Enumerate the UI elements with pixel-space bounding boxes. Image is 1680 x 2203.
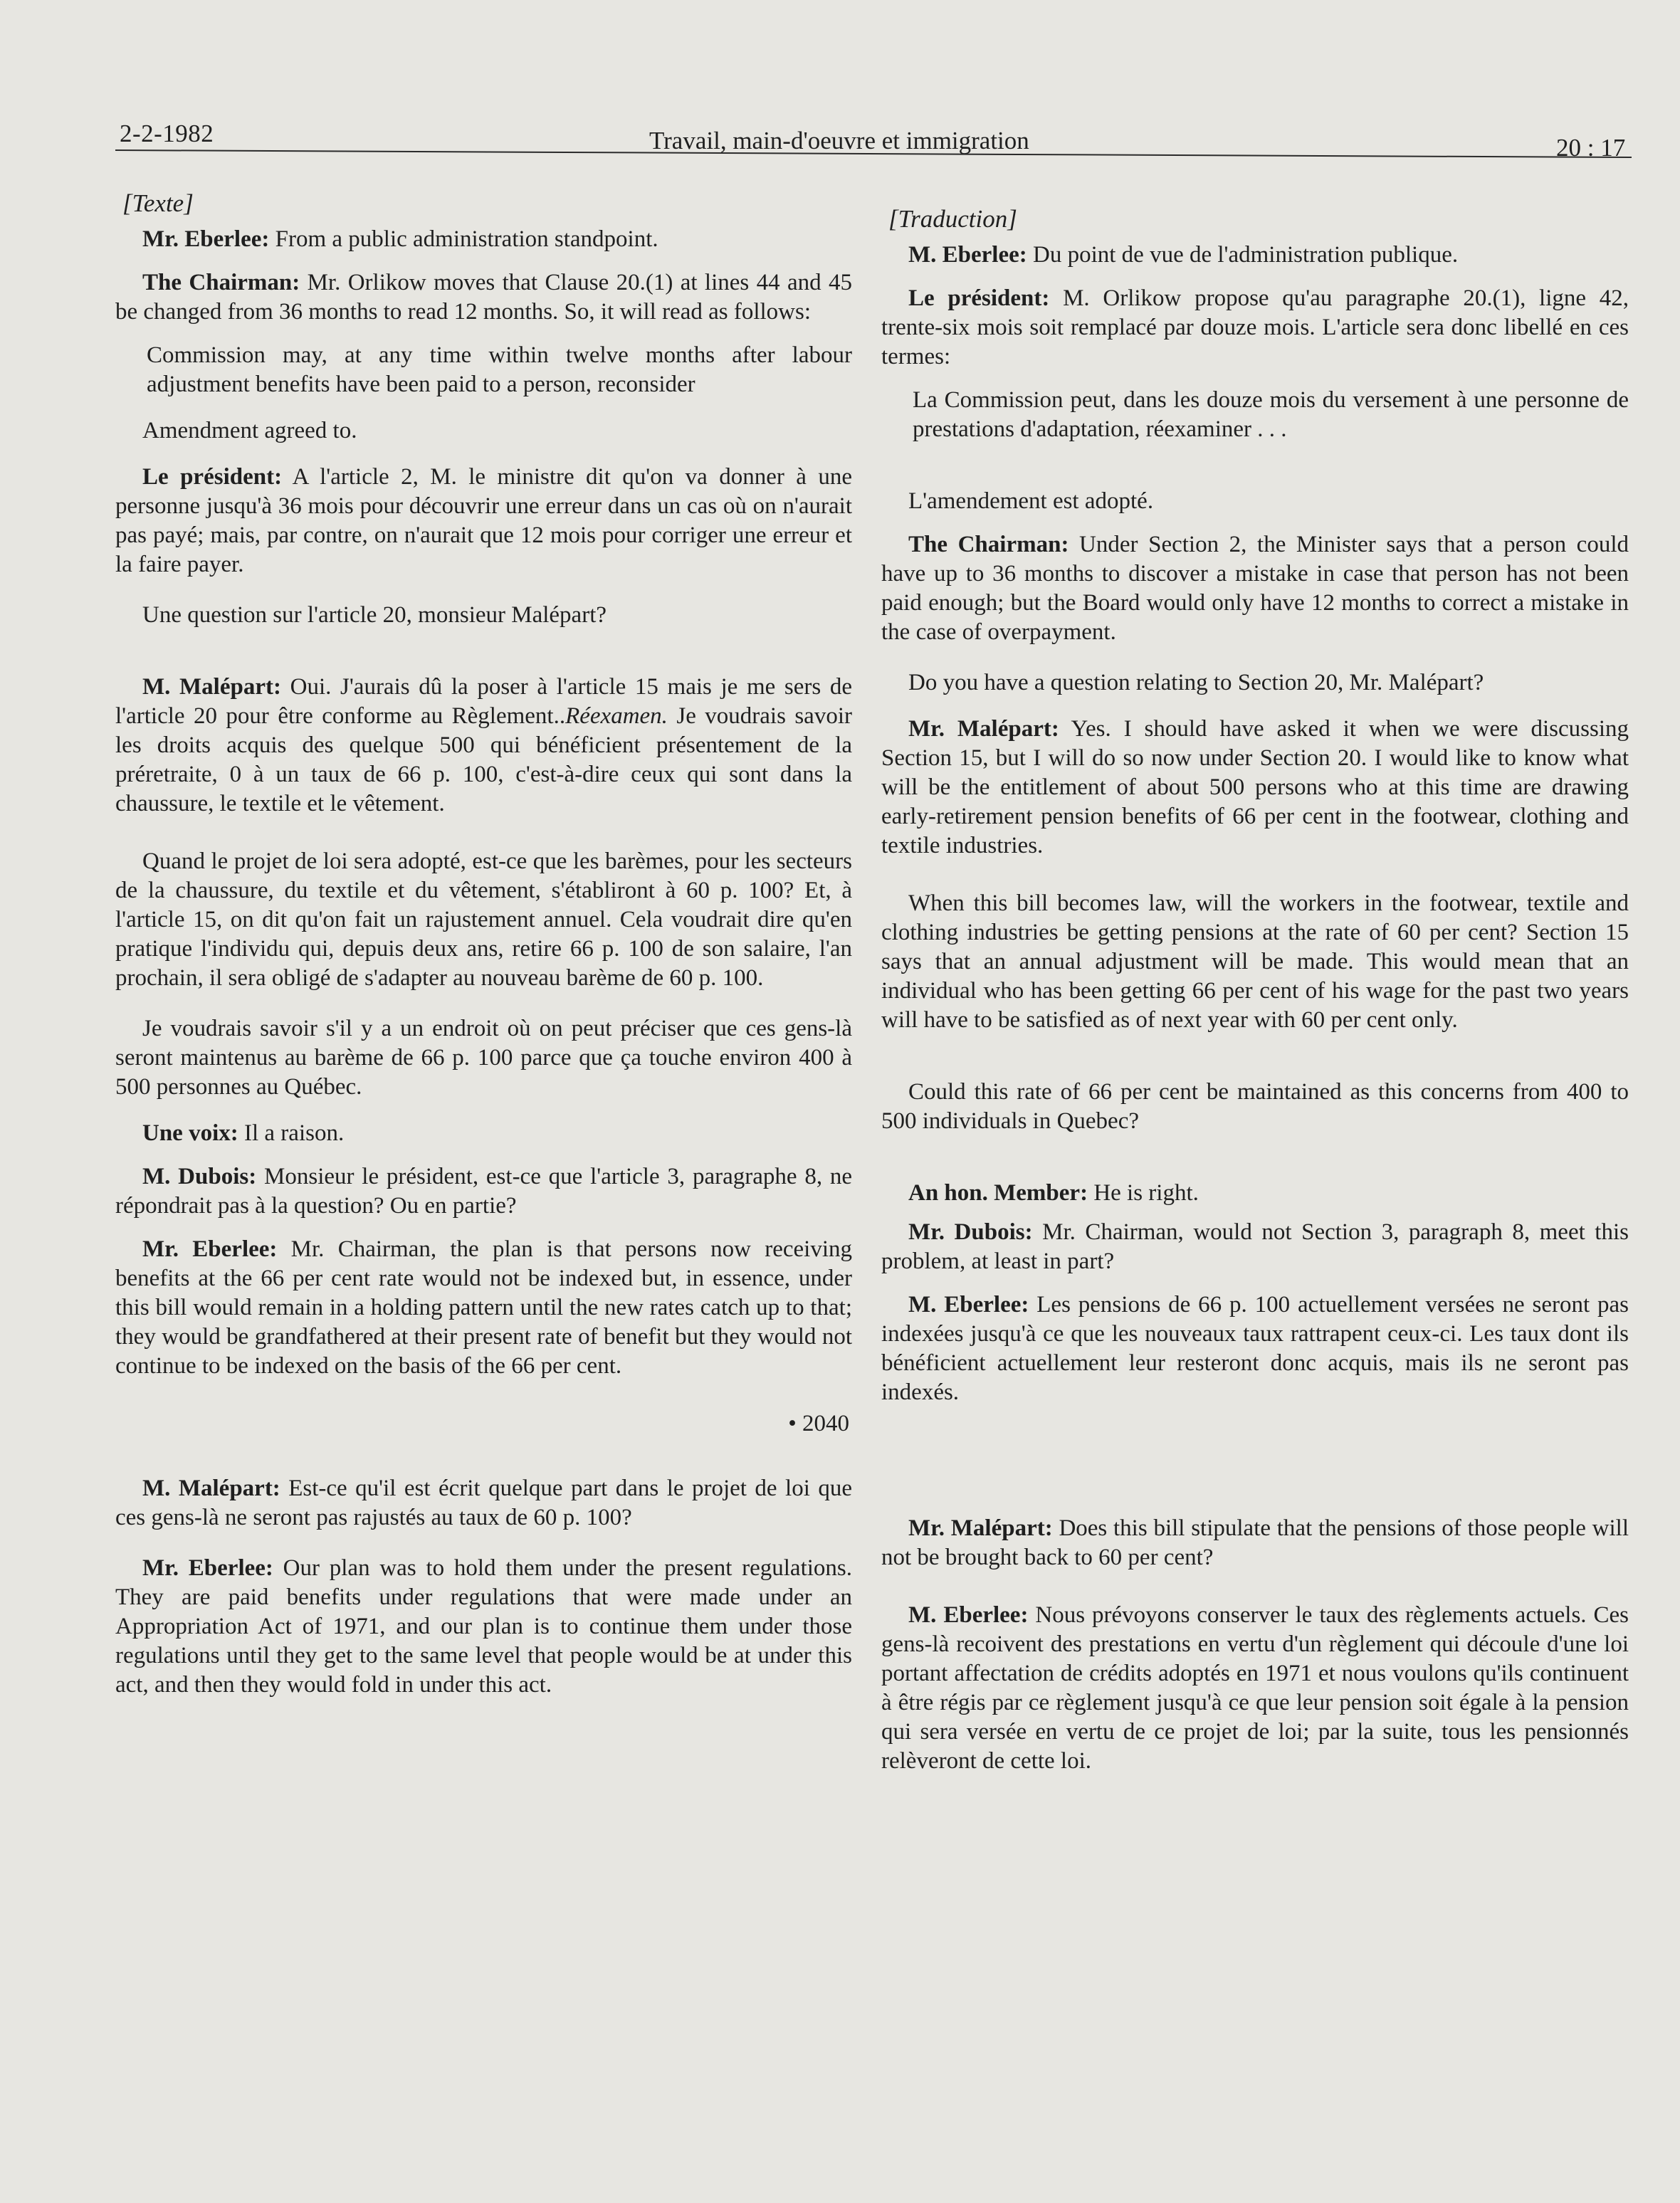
left-column: [115, 189, 852, 1700]
paragraph: [881, 1179, 1629, 1208]
speech-text: Our plan was to hold them under the present regulations. They are paid benefits under regulations that were made under an Appropriation Act of 1971, and our plan is to continue them under those regulations until they get to the same level that people would be at under this act, and then they would fold in under this act.: [115, 1555, 853, 1698]
paragraph: [881, 284, 1629, 372]
speaker-name: M. Malépart:: [142, 1476, 280, 1501]
paragraph: [115, 268, 852, 327]
quoted-text: La Commission peut, dans les douze mois du versement à une personne de prestations d'adaptation, réexaminer . . .: [913, 387, 1629, 442]
speech-text: Est-ce qu'il est écrit quelque part dans le projet de loi que ces gens-là ne seront pas rajustés au taux de 60 p. 100?: [115, 1476, 852, 1530]
paragraph: [881, 1218, 1629, 1276]
speech-text: A l'article 2, M. le ministre dit qu'on va donner à une personne jusqu'à 36 mois pour découvrir une erreur dans un cas où on n'aurait pas payé; mais, par contre, on n'aurait que 12 mois pour corriger une erreur et la faire payer.: [115, 464, 852, 577]
speaker-name: The Chairman:: [142, 270, 300, 295]
speaker-name: Le président:: [142, 464, 283, 490]
speech-text: M. Orlikow propose qu'au paragraphe 20.(1), ligne 42, trente-six mois soit remplacé par douze mois. L'article sera donc libellé en ces termes:: [881, 285, 1629, 369]
paragraph: [115, 463, 852, 579]
speech-text: Il a raison.: [238, 1120, 345, 1146]
speech-text: Does this bill stipulate that the pensions of those people will not be brought back to 60 per cent?: [881, 1515, 1629, 1570]
paragraph: [115, 1474, 852, 1532]
header-date: 2-2-1982: [120, 120, 214, 147]
speech-text: Mr. Chairman, the plan is that persons now receiving benefits at the 66 per cent rate would not be indexed but, in essence, under this bill would remain in a holding pattern until the new rates catch up to that; they would be grandfathered at their present rate of benefit but they would not continue to be indexed on the basis of the 66 per cent.: [115, 1236, 853, 1379]
speaker-name: Mr. Eberlee:: [142, 226, 270, 252]
speaker-name: Mr. Eberlee:: [142, 1555, 273, 1581]
speaker-name: Mr. Dubois:: [908, 1219, 1033, 1245]
paragraph: [881, 530, 1629, 647]
speaker-name: The Chairman:: [908, 532, 1069, 557]
paragraph: [881, 1514, 1629, 1572]
paragraph: L'amendement est adopté.: [908, 488, 1154, 514]
paragraph: When this bill becomes law, will the workers in the footwear, textile and clothing industries be getting pensions at the rate of 60 per cent? Section 15 says that an annual adjustment will be made. This would mean that an individual who has been getting 66 per cent of his wage for the past two years will have to be satisfied as of next year with 60 per cent only.: [881, 890, 1629, 1033]
paragraph: [115, 225, 852, 254]
paragraph: [881, 1290, 1629, 1407]
speech-text: Monsieur le président, est-ce que l'article 3, paragraphe 8, ne répondrait pas à la question? Ou en partie?: [115, 1164, 853, 1219]
paragraph: [115, 1162, 852, 1221]
speaker-name: M. Dubois:: [142, 1164, 257, 1189]
paragraph: [115, 673, 852, 819]
speech-text: He is right.: [1088, 1180, 1199, 1206]
speech-text: Mr. Orlikow moves that Clause 20.(1) at lines 44 and 45 be changed from 36 months to read 12 months. So, it will read as follows:: [115, 270, 852, 325]
speaker-name: Mr. Malépart:: [908, 716, 1059, 742]
speech-text: Under Section 2, the Minister says that a person could have up to 36 months to discover a mistake in case that person has not been paid enough; but the Board would only have 12 months to correct a mistake in the case of overpayment.: [881, 532, 1629, 645]
speaker-name: M. Eberlee:: [908, 1292, 1029, 1318]
speaker-name: Le président:: [908, 285, 1050, 311]
header-page-number: 20 : 17: [1556, 134, 1626, 162]
paragraph: Amendment agreed to.: [142, 418, 357, 443]
speaker-name: M. Eberlee:: [908, 1602, 1029, 1628]
paragraph: [115, 1235, 852, 1381]
speech-text: Nous prévoyons conserver le taux des règlements actuels. Ces gens-là recoivent des prestations en vertu d'un règlement qui découle d'une loi portant affectation de crédits adoptés en 1971 et nous voulons qu'ils continuent à être régis par ce règlement jusqu'à ce que leur pension soit égale à la pension qui sera versée en vertu de ce projet de loi; par la suite, tous les pensionnés relèveront de cette loi.: [881, 1602, 1629, 1774]
paragraph: [881, 241, 1629, 270]
timestamp: • 2040: [788, 1411, 849, 1436]
speaker-name: Mr. Eberlee:: [142, 1236, 278, 1262]
paragraph: [881, 715, 1629, 861]
paragraph: [881, 1601, 1629, 1776]
paragraph: Do you have a question relating to Section 20, Mr. Malépart?: [908, 670, 1484, 695]
header-title: Travail, main-d'oeuvre et immigration: [649, 127, 1029, 154]
paragraph: Une question sur l'article 20, monsieur Malépart?: [142, 602, 607, 628]
speaker-name: An hon. Member:: [908, 1180, 1088, 1206]
speech-text: Les pensions de 66 p. 100 actuellement versées ne seront pas indexées jusqu'à ce que les nouveaux taux rattrapent ceux-ci. Les taux dont ils bénéficient actuellement leur resteront donc acquis, mais ils ne seront pas indexés.: [881, 1292, 1629, 1405]
right-column: [881, 204, 1629, 1776]
paragraph: Could this rate of 66 per cent be maintained as this concerns from 400 to 500 individuals in Quebec?: [881, 1079, 1629, 1134]
quoted-text: Commission may, at any time within twelve months after labour adjustment benefits have been paid to a person, reconsider: [147, 342, 852, 397]
speaker-name: Mr. Malépart:: [908, 1515, 1053, 1541]
speech-text-italic: Réexamen.: [565, 703, 668, 729]
paragraph: Je voudrais savoir s'il y a un endroit où on peut préciser que ces gens-là seront maintenus au barème de 66 p. 100 parce que ça touche environ 400 à 500 personnes au Québec.: [115, 1016, 852, 1100]
speech-text: From a public administration standpoint.: [269, 226, 658, 252]
section-tag: [Traduction]: [888, 205, 1017, 233]
paragraph: Quand le projet de loi sera adopté, est-ce que les barèmes, pour les secteurs de la chaussure, du textile et du vêtement, s'établiront à 60 p. 100? Et, à l'article 15, on dit qu'on fait un rajustement annuel. Cela voudrait dire qu'en pratique l'individu qui, depuis deux ans, retire 66 p. 100 de son salaire, l'an prochain, il sera obligé de s'adapter au nouveau barème de 60 p. 100.: [115, 848, 852, 991]
speech-text: Du point de vue de l'administration publique.: [1027, 242, 1459, 268]
speech-text: Yes. I should have asked it when we were discussing Section 15, but I will do so now under Section 20. I would like to know what will be the entitlement of about 500 persons who at this time are drawing early-retirement pension benefits of 66 per cent in the footwear, clothing and textile industries.: [881, 716, 1629, 858]
speaker-name: M. Eberlee:: [908, 242, 1027, 268]
speech-text: Je voudrais savoir les droits acquis des quelque 500 qui bénéficient présentement de la préretraite, 0 à un taux de 66 p. 100, c'est-à-dire ceux qui sont dans la chaussure, le textile et le vêtement.: [115, 703, 852, 816]
paragraph: [115, 1554, 852, 1700]
speech-text: Oui. J'aurais dû la poser à l'article 15 mais je me sers de l'article 20 pour être conforme au Règlement..: [115, 674, 853, 729]
paragraph: [115, 1119, 852, 1148]
speaker-name: M. Malépart:: [142, 674, 281, 700]
speech-text: Mr. Chairman, would not Section 3, paragraph 8, meet this problem, at least in part?: [881, 1219, 1629, 1274]
section-tag: [Texte]: [122, 189, 194, 217]
speaker-name: Une voix:: [142, 1120, 238, 1146]
